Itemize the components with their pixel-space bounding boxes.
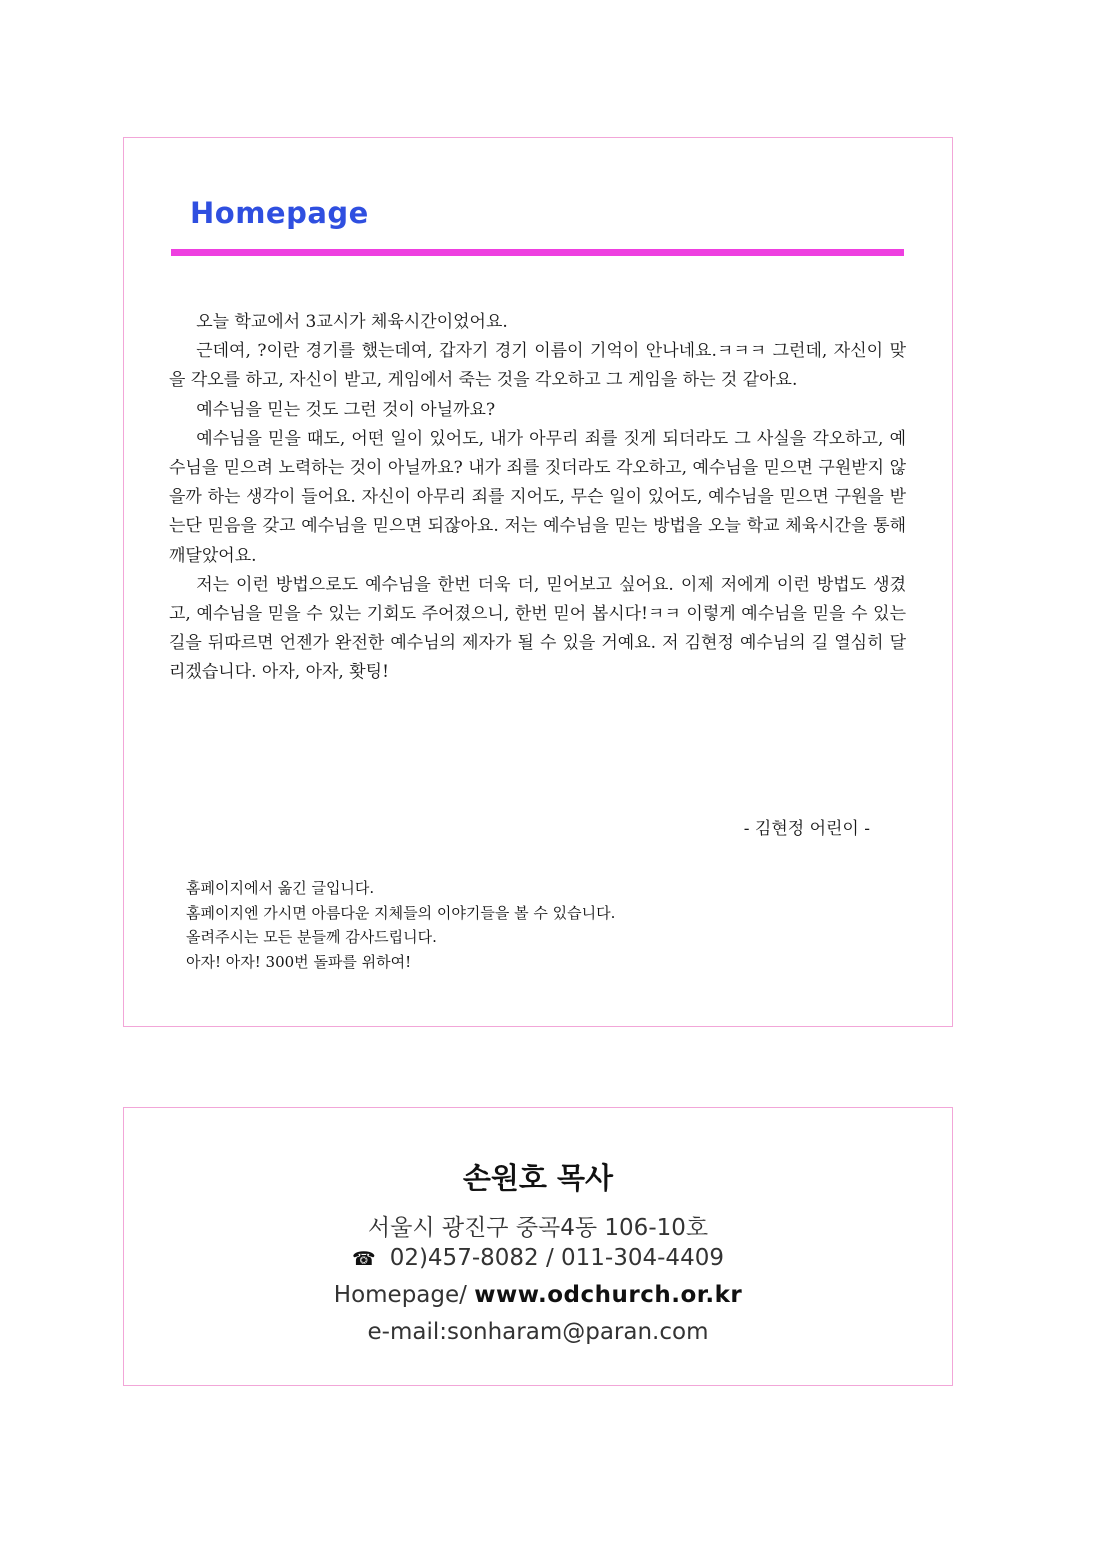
address: 서울시 광진구 중곡4동 106-10호: [367, 1215, 709, 1241]
title-divider: [171, 249, 904, 256]
phone-numbers: 02)457-8082 / 011-304-4409: [389, 1245, 724, 1271]
phone-icon: ☎: [352, 1248, 376, 1270]
section-title: Homepage: [190, 196, 369, 230]
source-note: [186, 876, 906, 974]
contact-box: [123, 1107, 953, 1386]
article-box: [123, 137, 953, 1027]
note-line: 올려주시는 모든 분들께 감사드립니다.: [186, 928, 437, 946]
essay-paragraph: 예수님을 믿을 때도, 어떤 일이 있어도, 내가 아무리 죄를 짓게 되더라도 그 사실을 각오하고, 예수님을 믿으려 노력하는 것이 아닐까요? 내가 죄를 짓더라도 각오하고, 예수님을 믿으면 구원받지 않을까 하는 생각이 들어요. 자신이 아무리 죄를 지어도, 무슨 일이 있어도, 예수님을 믿으면 구원을 받는단 믿음을 갖고 예수님을 믿으면 되잖아요. 저는 예수님을 믿는 방법을 오늘 학교 체육시간을 통해 깨달았어요.: [169, 428, 906, 566]
homepage-link[interactable]: www.odchurch.or.kr: [474, 1282, 743, 1308]
essay-paragraph: 예수님을 믿는 것도 그런 것이 아닐까요?: [196, 399, 496, 420]
note-line: 홈페이지에서 옮긴 글입니다.: [186, 879, 375, 897]
homepage-label: Homepage/: [333, 1282, 467, 1308]
note-line: 아자! 아자! 300번 돌파를 위하여!: [186, 952, 412, 971]
author-signature: - 김현정 어린이 -: [743, 819, 870, 839]
homepage-line: [124, 1282, 952, 1308]
phone-line: [124, 1245, 952, 1271]
essay-body: [169, 308, 906, 688]
essay-paragraph: 근데여, ?이란 경기를 했는데여, 갑자기 경기 이름이 기억이 안나네요.ㅋㅋㅋ 그런데, 자신이 맞을 각오를 하고, 자신이 받고, 게임에서 죽는 것을 각오하고 그 게임을 하는 것 같아요.: [169, 341, 906, 391]
email-address[interactable]: e-mail:sonharam@paran.com: [367, 1319, 709, 1345]
note-line: 홈페이지엔 가시면 아름다운 지체들의 이야기들을 볼 수 있습니다.: [186, 903, 616, 922]
essay-paragraph: 저는 이런 방법으로도 예수님을 한번 더욱 더, 믿어보고 싶어요. 이제 저에게 이런 방법도 생겼고, 예수님을 믿을 수 있는 기회도 주어졌으니, 한번 믿어 봅시다!ㅋㅋ 이렇게 예수님을 믿을 수 있는 길을 뒤따르면 언젠가 완전한 예수님의 제자가 될 수 있을 거예요. 저 김현정 예수님의 길 열심히 달리겠습니다. 아자, 아자, 홧팅!: [169, 574, 906, 683]
essay-paragraph: 오늘 학교에서 3교시가 체육시간이었어요.: [196, 312, 508, 332]
pastor-name: 손원호 목사: [462, 1161, 614, 1195]
